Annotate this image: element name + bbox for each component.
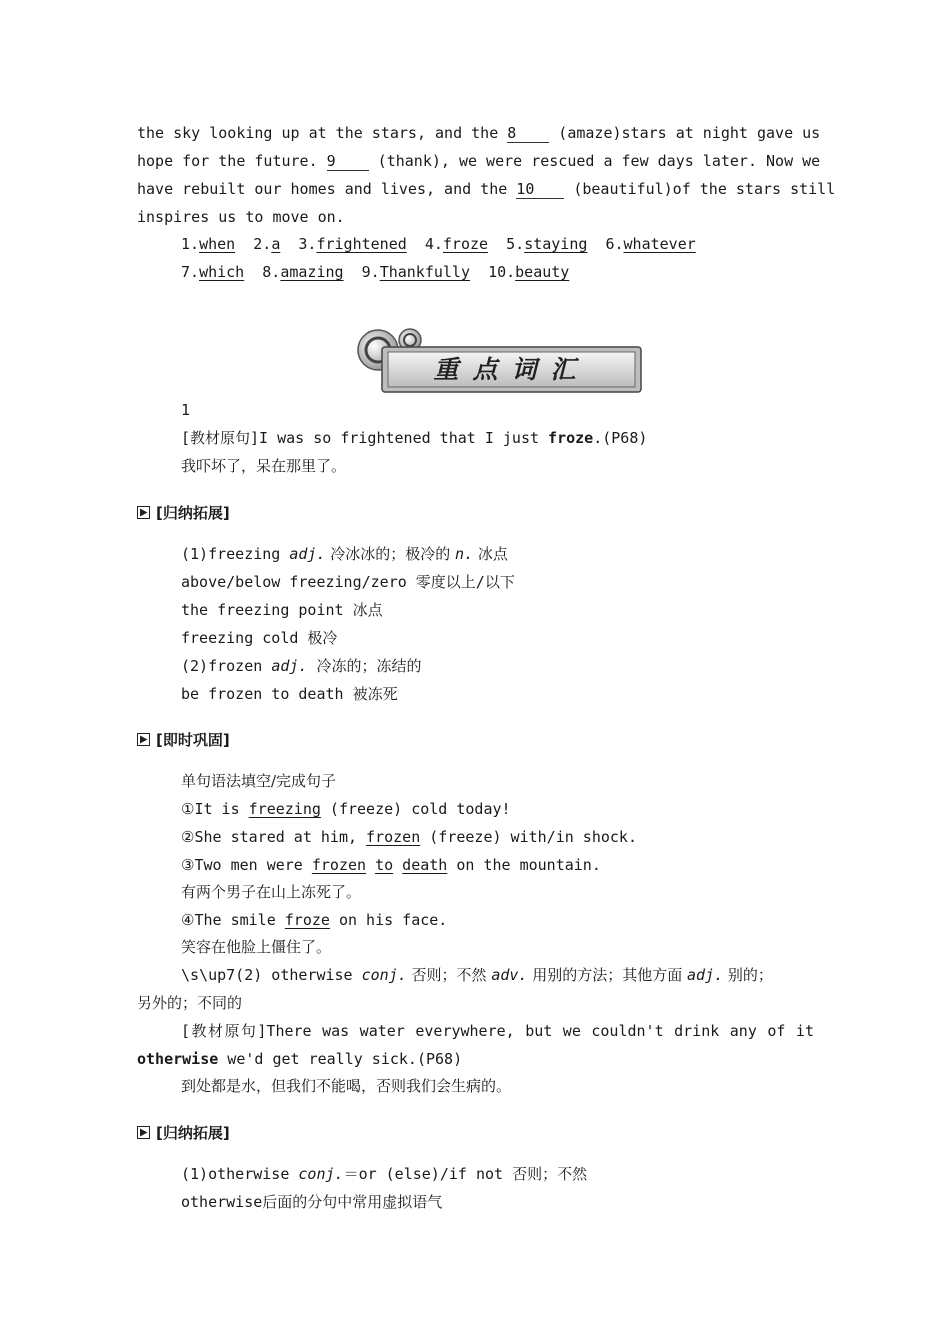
exercise-3-answer-3: death — [402, 856, 448, 874]
answer-4: froze — [442, 235, 489, 253]
blank-10: 10 — [516, 180, 564, 199]
answer-6: whatever — [623, 235, 696, 253]
answers-row-2: 7.which 8.amazing 9.Thankfully 10.beauty — [181, 263, 570, 281]
heading-expand-1: [归纳拓展] — [137, 503, 230, 523]
expand1-line-5: (2)frozen adj. 冷冻的；冻结的 — [181, 657, 422, 675]
exercise-4-translation: 笑容在他脸上僵住了。 — [181, 938, 332, 956]
exercise-3: ③Two men were frozen to death on the mountain. — [181, 856, 601, 874]
expand1-line-4: freezing cold 极冷 — [181, 629, 338, 647]
exercise-1: ①It is freezing (freeze) cold today! — [181, 800, 511, 818]
answer-2: a — [271, 235, 281, 253]
keyword-otherwise: otherwise — [137, 1050, 219, 1068]
answer-1: when — [199, 235, 236, 253]
section2-definition-line-2: 另外的；不同的 — [137, 994, 243, 1012]
exercise-4-answer: froze — [284, 911, 330, 929]
expand1-line-6: be frozen to death 被冻死 — [181, 685, 398, 703]
expand1-line-2: above/below freezing/zero 零度以上/以下 — [181, 573, 515, 591]
banner-title: 重点词汇 — [433, 355, 590, 384]
triangle-bullet-icon — [137, 733, 150, 746]
section1-translation: 我吓坏了，呆在那里了。 — [181, 457, 347, 475]
section-banner — [356, 326, 644, 396]
exercise-3-translation: 有两个男子在山上冻死了。 — [181, 883, 362, 901]
heading-expand-2: [归纳拓展] — [137, 1123, 230, 1143]
answer-9: Thankfully — [379, 263, 470, 281]
answer-7: which — [199, 263, 245, 281]
heading-consolidate: [即时巩固] — [137, 730, 230, 750]
triangle-bullet-icon — [137, 1126, 150, 1139]
answer-10: beauty — [515, 263, 570, 281]
exercise-3-answer-2: to — [375, 856, 394, 874]
expand1-line-3: the freezing point 冰点 — [181, 601, 383, 619]
exercise-1-answer: freezing — [248, 800, 321, 818]
answers-row-1: 1.when 2.a 3.frightened 4.froze 5.staying 6.whatever — [181, 235, 696, 253]
answer-8: amazing — [280, 263, 344, 281]
exercise-4: ④The smile froze on his face. — [181, 911, 448, 929]
answer-5: staying — [524, 235, 588, 253]
blank-9: 9 — [327, 152, 369, 171]
exercise-3-answer-1: frozen — [311, 856, 367, 874]
consolidate-title: 单句语法填空/完成句子 — [181, 772, 337, 790]
section1-number: 1 — [181, 401, 191, 419]
section2-original-line-2: otherwise we'd get really sick.(P68) — [137, 1050, 463, 1068]
exercise-2: ②She stared at him, frozen (freeze) with/in shock. — [181, 828, 637, 846]
expand2-line-2: otherwise后面的分句中常用虚拟语气 — [181, 1193, 443, 1211]
triangle-bullet-icon — [137, 506, 150, 519]
exercise-2-answer: frozen — [366, 828, 421, 846]
passage-line-3: have rebuilt our homes and lives, and the 10 (beautiful)of the stars still — [137, 180, 836, 198]
answer-3: frightened — [316, 235, 407, 253]
expand2-line-1: (1)otherwise conj.＝or (else)/if not 否则；不然 — [181, 1165, 588, 1183]
keyword-froze: froze — [548, 429, 594, 447]
section2-translation: 到处都是水，但我们不能喝，否则我们会生病的。 — [181, 1077, 512, 1095]
passage-line-1: the sky looking up at the stars, and the 8 (amaze)stars at night gave us — [137, 124, 821, 142]
expand1-line-1: (1)freezing adj. 冷冰冰的；极冷的 n. 冰点 — [181, 545, 508, 563]
blank-8: 8 — [507, 124, 549, 143]
section2-original-line-1: [教材原句]There was water everywhere, but we couldn't drink any of it — [181, 1022, 814, 1040]
passage-line-2: hope for the future. 9 (thank), we were rescued a few days later. Now we — [137, 152, 821, 170]
section1-original-sentence: [教材原句]I was so frightened that I just froze.(P68) — [181, 429, 648, 447]
passage-line-4: inspires us to move on. — [137, 208, 345, 226]
section2-definition-line-1: \s\up7(2) otherwise conj. 否则；不然 adv. 用别的方法；其他方面 adj. 别的； — [181, 966, 773, 984]
